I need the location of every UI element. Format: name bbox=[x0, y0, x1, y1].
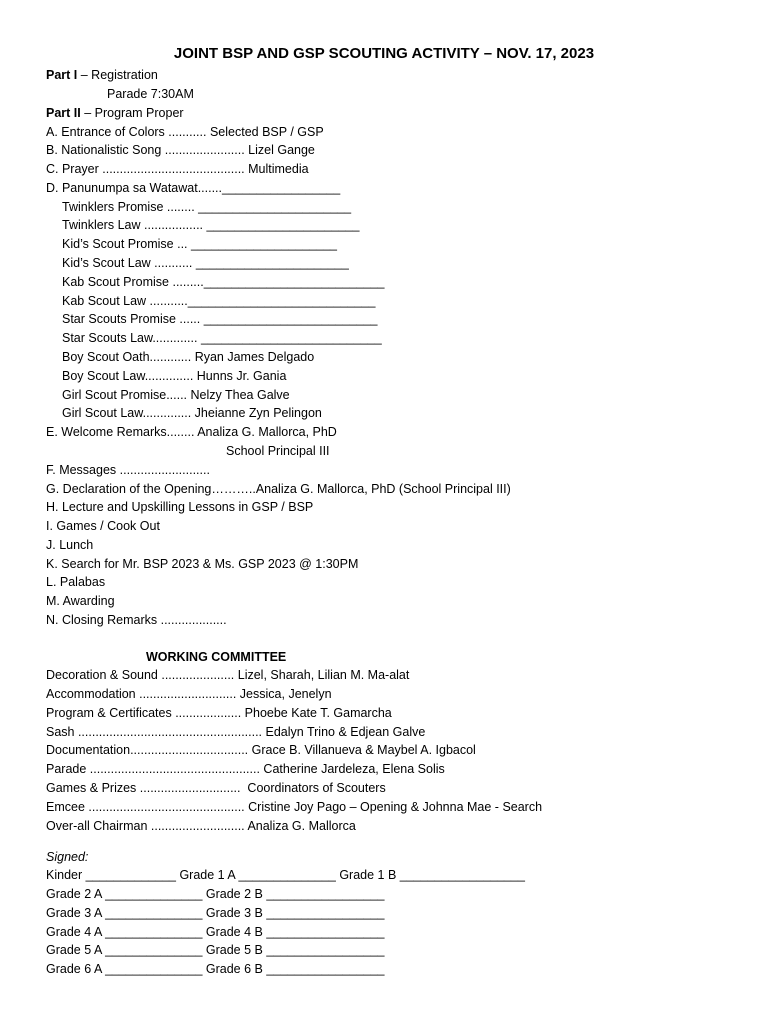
oath-item: Kab Scout Law ...........___________________________ bbox=[62, 294, 376, 308]
oath-item: Twinklers Promise ........ ______________________ bbox=[62, 200, 352, 214]
welcome-remarks: E. Welcome Remarks........ Analiza G. Mallorca, PhD bbox=[46, 425, 337, 439]
signature-line: Grade 2 A ______________ Grade 2 B _________________ bbox=[46, 887, 385, 901]
committee-item: Accommodation ............................ Jessica, Jenelyn bbox=[46, 687, 332, 701]
part-2-label: Part II bbox=[46, 106, 81, 120]
committee-heading: WORKING COMMITTEE bbox=[146, 650, 287, 664]
signed-label: Signed: bbox=[46, 850, 89, 864]
committee-item: Over-all Chairman ........................... Analiza G. Mallorca bbox=[46, 819, 356, 833]
program-item: F. Messages .......................... bbox=[46, 463, 210, 477]
signature-line: Kinder _____________ Grade 1 A ______________ Grade 1 B __________________ bbox=[46, 868, 525, 882]
oath-item: Star Scouts Law............. __________________________ bbox=[62, 331, 382, 345]
committee-item: Games & Prizes ............................. Coordinators of Scouters bbox=[46, 781, 386, 795]
program-item: H. Lecture and Upskilling Lessons in GSP / BSP bbox=[46, 500, 314, 514]
program-item: C. Prayer ......................................... Multimedia bbox=[46, 162, 309, 176]
oath-item: Kid’s Scout Promise ... _____________________ bbox=[62, 237, 337, 251]
program-item: I. Games / Cook Out bbox=[46, 519, 160, 533]
program-item: B. Nationalistic Song ....................... Lizel Gange bbox=[46, 143, 315, 157]
program-item: K. Search for Mr. BSP 2023 & Ms. GSP 2023 @ 1:30PM bbox=[46, 557, 359, 571]
part-2-heading bbox=[46, 105, 184, 121]
oath-item: Boy Scout Oath............ Ryan James Delgado bbox=[62, 350, 315, 364]
program-item: J. Lunch bbox=[46, 538, 94, 552]
signature-line: Grade 3 A ______________ Grade 3 B _________________ bbox=[46, 906, 385, 920]
welcome-speaker-title: School Principal III bbox=[226, 444, 330, 458]
signature-line: Grade 6 A ______________ Grade 6 B _________________ bbox=[46, 962, 385, 976]
oath-item: Boy Scout Law.............. Hunns Jr. Gania bbox=[62, 369, 287, 383]
signature-line: Grade 4 A ______________ Grade 4 B _________________ bbox=[46, 925, 385, 939]
parade-time: Parade 7:30AM bbox=[107, 87, 194, 101]
part-1-heading bbox=[46, 67, 158, 83]
committee-item: Program & Certificates ................... Phoebe Kate T. Gamarcha bbox=[46, 706, 392, 720]
oath-item: Kid’s Scout Law ........... ______________________ bbox=[62, 256, 349, 270]
committee-item: Emcee ............................................. Cristine Joy Pago – Opening & Johnna Mae - Search bbox=[46, 800, 543, 814]
program-item: G. Declaration of the Opening………..Analiza G. Mallorca, PhD (School Principal III) bbox=[46, 482, 511, 496]
signature-line: Grade 5 A ______________ Grade 5 B _________________ bbox=[46, 943, 385, 957]
oath-item: Girl Scout Promise...... Nelzy Thea Galve bbox=[62, 388, 290, 402]
program-item: M. Awarding bbox=[46, 594, 115, 608]
committee-item: Parade ................................................. Catherine Jardeleza, Elena Solis bbox=[46, 762, 445, 776]
part-2-text: – Program Proper bbox=[80, 106, 184, 120]
program-item: A. Entrance of Colors ........... Selected BSP / GSP bbox=[46, 125, 324, 139]
committee-item: Documentation.................................. Grace B. Villanueva & Maybel A. Igbacol bbox=[46, 743, 476, 757]
oath-item: Twinklers Law ................. ______________________ bbox=[62, 218, 360, 232]
program-item: L. Palabas bbox=[46, 575, 106, 589]
oath-item: Star Scouts Promise ...... _________________________ bbox=[62, 312, 378, 326]
part-1-label: Part I bbox=[46, 68, 78, 82]
program-item: N. Closing Remarks ................... bbox=[46, 613, 227, 627]
document-title: JOINT BSP AND GSP SCOUTING ACTIVITY – NOV. 17, 2023 bbox=[173, 45, 595, 62]
oath-item: Kab Scout Promise .........__________________________ bbox=[62, 275, 385, 289]
program-item: D. Panunumpa sa Watawat......._________________ bbox=[46, 181, 341, 195]
committee-item: Sash ..................................................... Edalyn Trino & Edjean Galve bbox=[46, 725, 426, 739]
oath-item: Girl Scout Law.............. Jheianne Zyn Pelingon bbox=[62, 406, 322, 420]
committee-item: Decoration & Sound ..................... Lizel, Sharah, Lilian M. Ma-alat bbox=[46, 668, 410, 682]
part-1-text: – Registration bbox=[77, 68, 158, 82]
